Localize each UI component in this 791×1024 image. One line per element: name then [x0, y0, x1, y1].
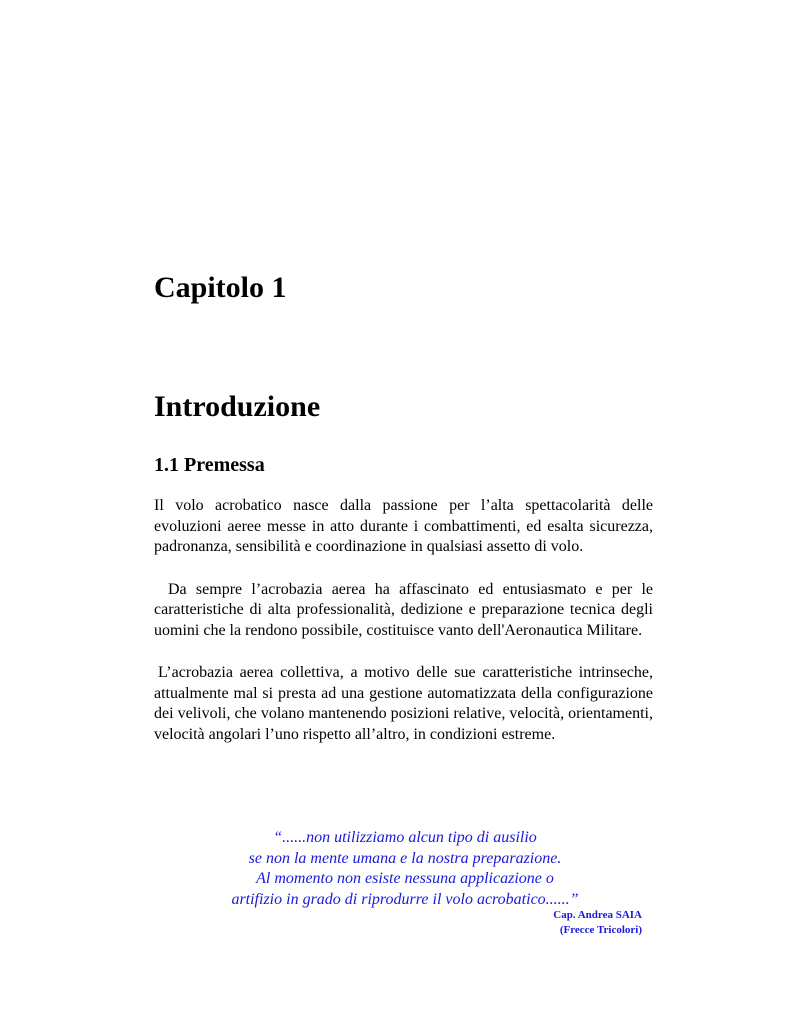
quote-line: “......non utilizziamo alcun tipo di ausilio: [273, 829, 537, 846]
quote-affiliation: (Frecce Tricolori): [559, 923, 642, 936]
section-title: 1.1 Premessa: [154, 454, 265, 476]
paragraph: Il volo acrobatico nasce dalla passione per l’alta spettacolarità delle evoluzioni aeree messe in atto durante i combattimenti, ed esalta sicurezza, padronanza, sensibilità e coordinazione in qualsiasi assetto di volo.: [154, 497, 653, 555]
quote-author: Cap. Andrea SAIA: [553, 909, 642, 921]
chapter-number: Capitolo 1: [154, 271, 287, 304]
quote-line: artifizio in grado di riprodurre il volo acrobatico......”: [231, 890, 579, 908]
chapter-title: Introduzione: [154, 390, 321, 423]
paragraph: Da sempre l’acrobazia aerea ha affascinato ed entusiasmato e per le caratteristiche di alta professionalità, dedizione e preparazione tecnica degli uomini che la rendono possibile, costituisce vanto dell'Aeronautica Militare.: [154, 580, 653, 639]
epigraph-quote: [150, 828, 660, 910]
quote-line: se non la mente umana e la nostra preparazione.: [248, 849, 562, 867]
quote-attribution: [500, 908, 642, 937]
paragraph: L’acrobazia aerea collettiva, a motivo delle sue caratteristiche intrinseche, attualmente mal si presta ad una gestione automatizzata della configurazione dei velivoli, che volano mantenendo posizioni relative, velocità, orientamenti, velocità angolari l’uno rispetto all’altro, in condizioni estreme.: [154, 664, 653, 743]
body-text: [154, 496, 653, 767]
quote-line: Al momento non esiste nessuna applicazione o: [256, 870, 554, 887]
